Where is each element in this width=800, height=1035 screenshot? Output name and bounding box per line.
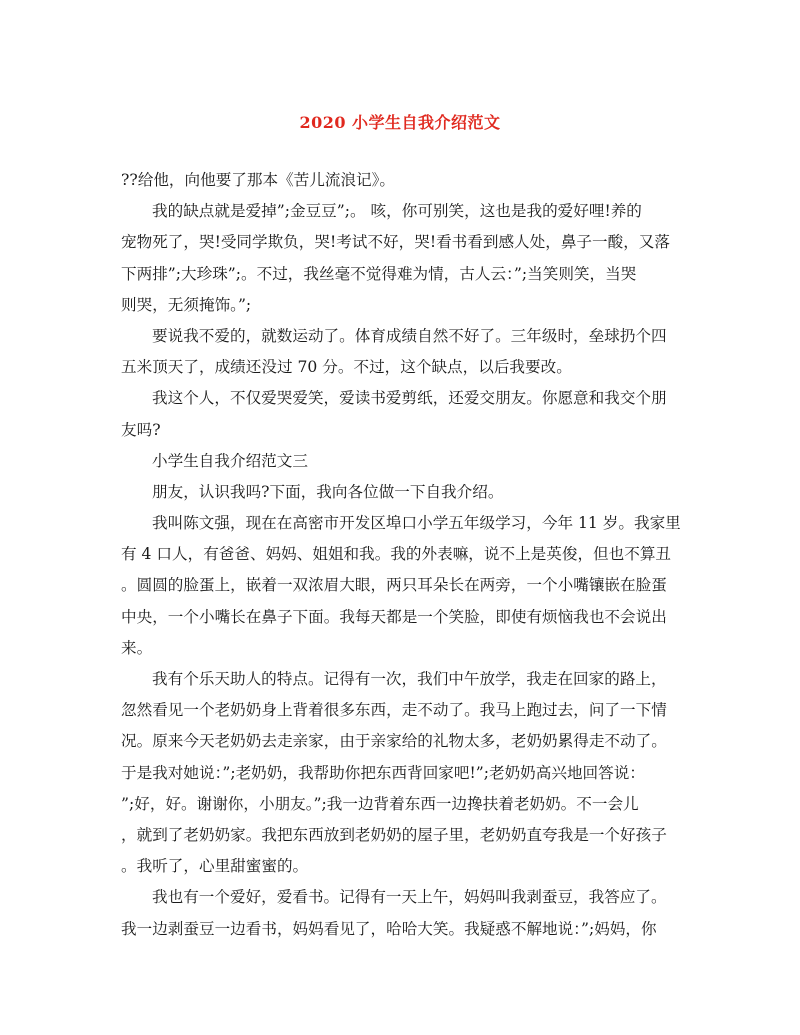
text-line: 来。: [121, 638, 153, 657]
text-line: ，就到了老奶奶家。我把东西放到老奶奶的屋子里，老奶奶直夸我是一个好孩子: [121, 825, 667, 844]
document-body: [121, 165, 683, 945]
text-line: 况。原来今天老奶奶去走亲家，由于亲家给的礼物太多，老奶奶累得走不动了。: [121, 732, 667, 751]
text-line: 我一边剥蚕豆一边看书，妈妈看见了，哈哈大笑。我疑惑不解地说：”;妈妈，你: [121, 919, 657, 938]
text-line: 我有个乐天助人的特点。记得有一次，我们中午放学，我走在回家的路上，: [152, 670, 667, 688]
text-line: 友吗?: [121, 420, 161, 439]
text-line: 中央，一个小嘴长在鼻子下面。我每天都是一个笑脸，即使有烦恼我也不会说出: [121, 607, 667, 626]
page-title: 2020 小学生自我介绍范文: [299, 113, 501, 132]
text-line: 要说我不爱的，就数运动了。体育成绩自然不好了。三年级时，垒球扔个四: [152, 326, 667, 345]
text-line: 五米顶天了，成绩还没过 70 分。不过，这个缺点，以后我要改。: [121, 358, 572, 377]
text-line: 小学生自我介绍范文三: [152, 451, 308, 470]
text-line: ??给他，向他要了那本《苦儿流浪记》。: [121, 171, 396, 189]
text-line: 下两排”;大珍珠”;。不过，我丝毫不觉得难为情，古人云：”;当笑则笑，当哭: [121, 264, 637, 283]
text-line: 。我听了，心里甜蜜蜜的。: [121, 857, 309, 876]
text-line: ”;好，好。谢谢你，小朋友。”;我一边背着东西一边搀扶着老奶奶。不一会儿: [121, 794, 639, 813]
text-line: 我的缺点就是爱掉”;金豆豆”;。 咳，你可别笑，这也是我的爱好哩!养的: [152, 202, 642, 221]
text-line: 我也有一个爱好，爱看书。记得有一天上午，妈妈叫我剥蚕豆，我答应了。: [152, 888, 667, 907]
text-line: 朋友，认识我吗?下面，我向各位做一下自我介绍。: [152, 482, 504, 501]
text-line: 。圆圆的脸蛋上，嵌着一双浓眉大眼，两只耳朵长在两旁，一个小嘴镶嵌在脸蛋: [121, 576, 667, 595]
text-line: 于是我对她说：”;老奶奶，我帮助你把东西背回家吧!”;老奶奶高兴地回答说：: [121, 763, 645, 782]
text-line: 我这个人，不仅爱哭爱笑，爱读书爱剪纸，还爱交朋友。你愿意和我交个朋: [152, 389, 667, 408]
text-line: 宠物死了，哭!受同学欺负，哭!考试不好，哭!看书看到感人处，鼻子一酸，又落: [121, 233, 670, 252]
text-line: 我叫陈文强，现在在高密市开发区埠口小学五年级学习，今年 11 岁。我家里: [152, 514, 681, 533]
text-line: 忽然看见一个老奶奶身上背着很多东西，走不动了。我马上跑过去，问了一下情: [121, 701, 667, 720]
text-line: 有 4 口人，有爸爸、妈妈、姐姐和我。我的外表嘛，说不上是英俊，但也不算丑: [121, 545, 672, 564]
text-line: 则哭，无须掩饰。”;: [121, 295, 252, 314]
